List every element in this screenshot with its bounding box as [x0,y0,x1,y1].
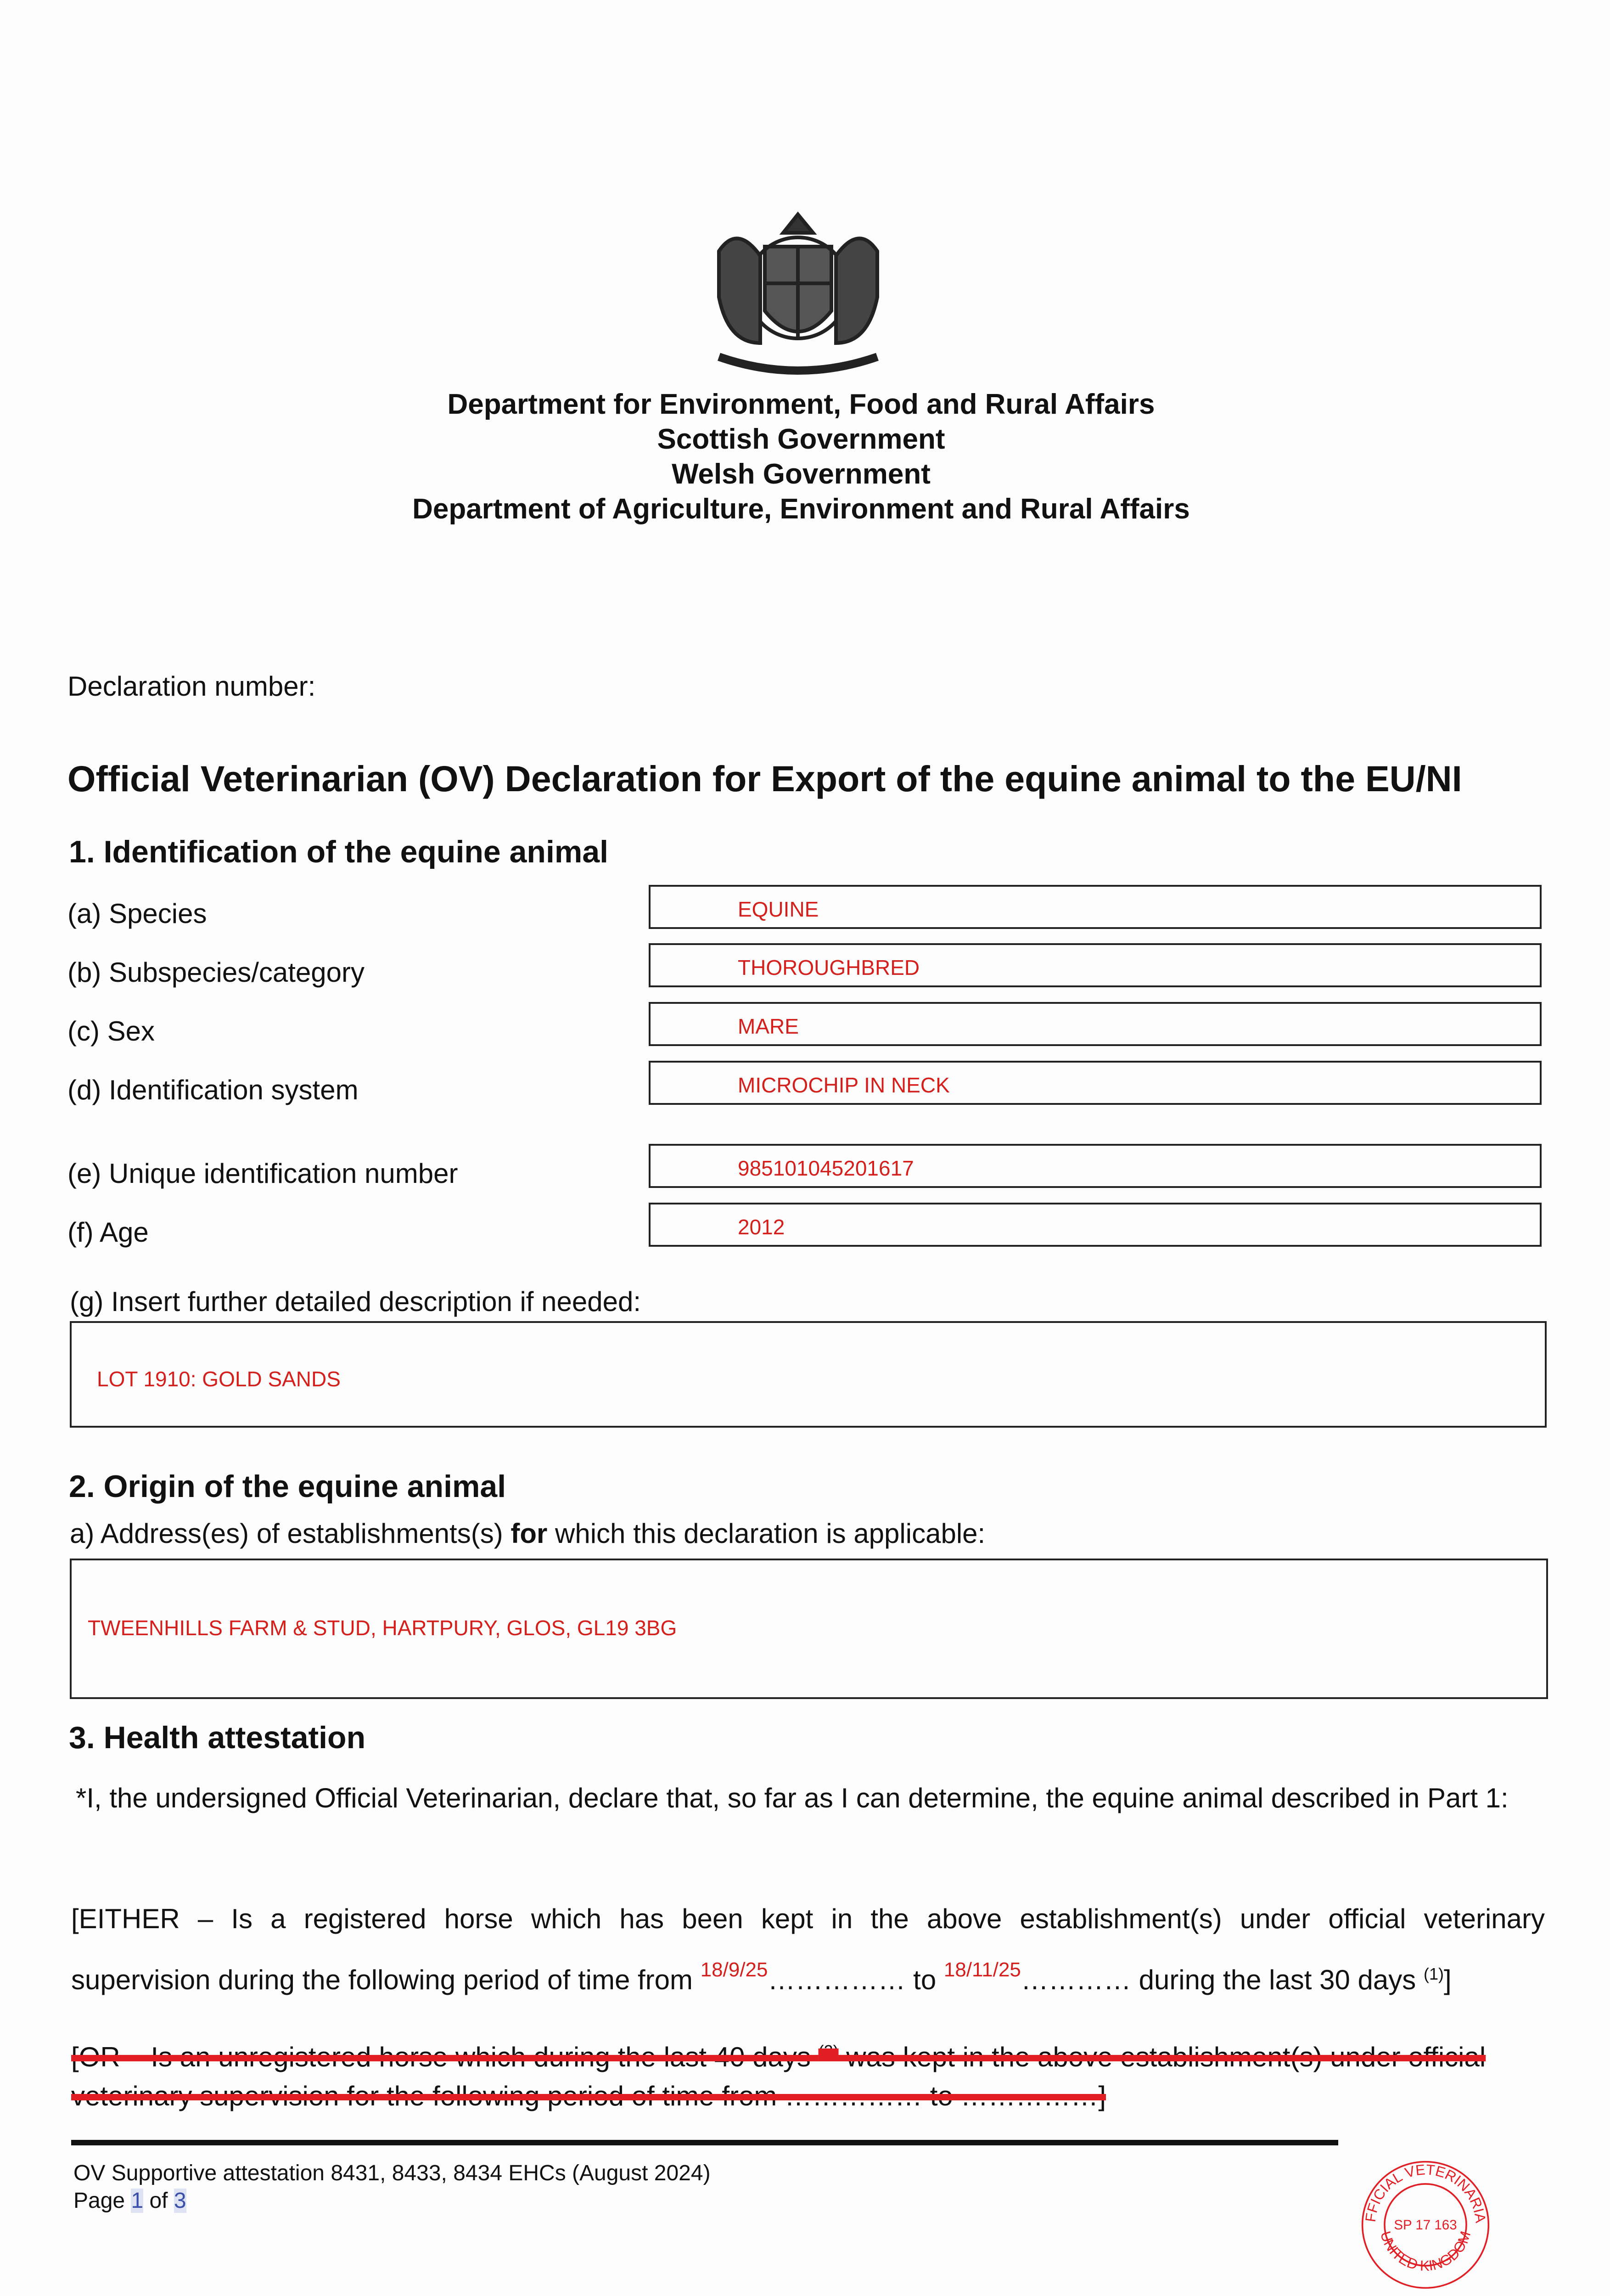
current-page: 1 [131,2189,144,2213]
total-pages: 3 [174,2189,186,2213]
species-label: (a) Species [67,898,207,929]
svg-text:UNITED KINGDOM: UNITED KINGDOM [1377,2229,1474,2274]
section-1-heading: 1. Identification of the equine animal [69,834,609,869]
official-veterinarian-stamp [1359,2158,1492,2291]
identification-system-value: MICROCHIP IN NECK [738,1073,950,1097]
svg-text:OFFICIAL VETERINARIAN: FFICIAL VETERINARIA [1362,2161,1489,2224]
document-title: Official Veterinarian (OV) Declaration for Export of the equine animal to the EU/NI [67,758,1462,799]
subspecies-value: THOROUGHBRED [738,956,920,979]
or-clause-line-2: veterinary supervision for the following period of time from …………… to ……………] [71,2081,1106,2111]
age-field[interactable] [649,1203,1542,1247]
header-department-4: Department of Agriculture, Environment and Rural Affairs [412,493,1190,525]
from-date: 18/9/25 [700,1958,768,1981]
page-indicator: Page 1 of 3 [73,2189,186,2213]
description-label: (g) Insert further detailed description if needed: [70,1286,641,1317]
description-value: LOT 1910: GOLD SANDS [97,1367,341,1391]
identification-system-label: (d) Identification system [67,1075,359,1105]
age-label: (f) Age [67,1217,149,1248]
royal-coat-of-arms-crest [691,205,905,382]
subspecies-field[interactable] [649,943,1542,987]
identification-system-field[interactable] [649,1061,1542,1105]
footer-reference: OV Supportive attestation 8431, 8433, 8434 EHCs (August 2024) [73,2161,711,2185]
age-value: 2012 [738,1215,785,1239]
species-field[interactable] [649,885,1542,929]
subspecies-label: (b) Subspecies/category [67,957,365,988]
unique-id-label: (e) Unique identification number [67,1158,458,1189]
health-attestation-intro: *I, the undersigned Official Veterinarian, declare that, so far as I can determine, the equine animal described in Part 1: [76,1783,1509,1813]
species-value: EQUINE [738,897,819,921]
address-value: TWEENHILLS FARM & STUD, HARTPURY, GLOS, GL19 3BG [88,1616,677,1640]
or-clause-line-1: [OR – Is an unregistered horse which during the last 40 days $^{(2)}$ was kept in the above establishment(s) under official [71,2042,1486,2072]
header-department-2: Scottish Government [657,423,945,455]
unique-id-value: 985101045201617 [738,1156,914,1180]
either-clause-line-2: supervision during the following period of time from $^{18/9/25}$…………… to $^{18/11/25}$………… during the last 30 days $^{(1)}$] [71,1958,1452,1995]
sex-value: MARE [738,1014,799,1038]
address-label: a) Address(es) of establishments(s) for which this declaration is applicable: [70,1518,986,1549]
footer-divider [71,2140,1338,2145]
either-clause-line-1: [EITHER – Is a registered horse which has been kept in the above establishment(s) under official veterinary [71,1903,1545,1934]
section-2-heading: 2. Origin of the equine animal [69,1469,506,1504]
header-department-1: Department for Environment, Food and Rural Affairs [447,388,1155,420]
to-date: 18/11/25 [943,1958,1021,1981]
sex-field[interactable] [649,1002,1542,1046]
description-field[interactable] [70,1321,1547,1428]
declaration-number-label: Declaration number: [67,671,316,702]
header-department-3: Welsh Government [672,458,931,490]
unique-id-field[interactable] [649,1144,1542,1188]
sex-label: (c) Sex [67,1016,155,1047]
address-field[interactable] [70,1559,1548,1699]
section-3-heading: 3. Health attestation [69,1720,366,1755]
svg-text:SP 17 163: SP 17 163 [1394,2217,1457,2233]
